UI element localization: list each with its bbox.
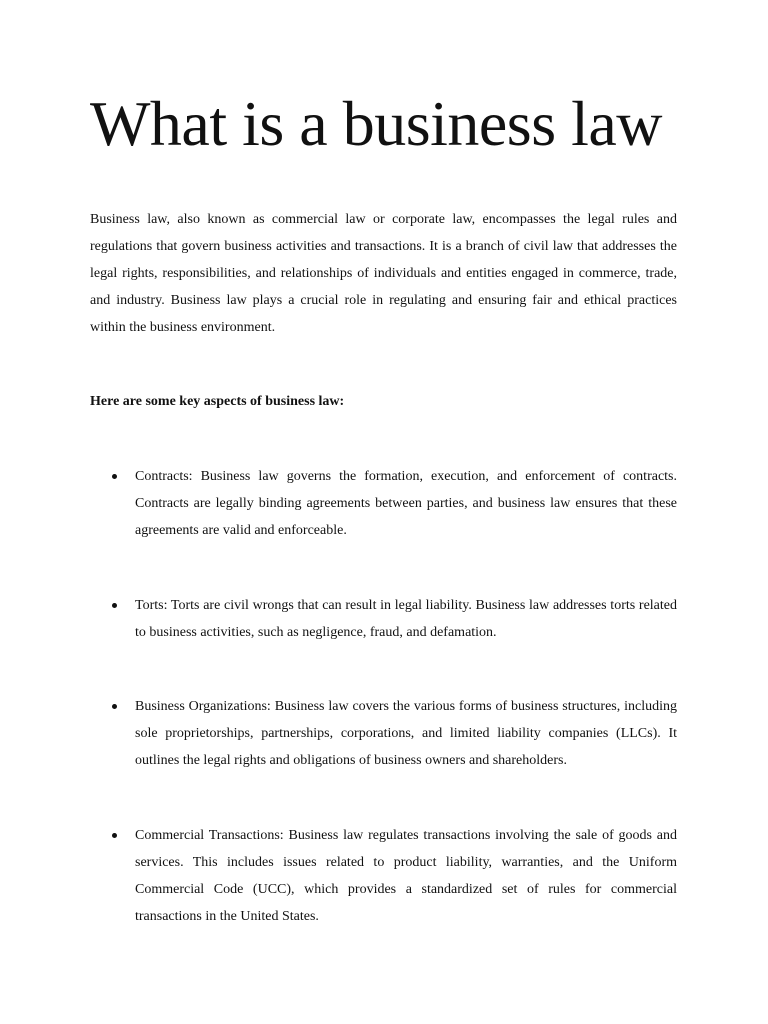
bullet-icon: [112, 603, 117, 608]
bullet-icon: [112, 833, 117, 838]
section-subheading: Here are some key aspects of business law:: [90, 394, 345, 409]
page-title: What is a business law: [90, 88, 662, 159]
list-item-text: Commercial Transactions: Business law regulates transactions involving the sale of goods and services. This includes issues related to product liability, warranties, and the Uniform Commercial Code (UCC), which provides a standardized set of rules for commercial transactions in the United States.: [135, 828, 677, 924]
list-item-commercial-transactions: [90, 822, 677, 930]
bullet-icon: [112, 704, 117, 709]
list-item-torts: [90, 592, 677, 646]
list-item-text: Business Organizations: Business law covers the various forms of business structures, including sole proprietorships, partnerships, corporations, and limited liability companies (LLCs). It outlines the legal rights and obligations of business owners and shareholders.: [135, 699, 677, 768]
list-item-contracts: [90, 463, 677, 544]
list-item-business-organizations: [90, 693, 677, 774]
bullet-icon: [112, 474, 117, 479]
list-item-text: Torts: Torts are civil wrongs that can result in legal liability. Business law addresses torts related to business activities, such as negligence, fraud, and defamation.: [135, 598, 677, 640]
list-item-text: Contracts: Business law governs the formation, execution, and enforcement of contracts. Contracts are legally binding agreements between parties, and business law ensures that these agreements are valid and enforceable.: [135, 469, 677, 538]
intro-paragraph: Business law, also known as commercial law or corporate law, encompasses the legal rules and regulations that govern business activities and transactions. It is a branch of civil law that addresses the legal rights, responsibilities, and relationships of individuals and entities engaged in commerce, trade, and industry. Business law plays a crucial role in regulating and ensuring fair and ethical practices within the business environment.: [90, 212, 677, 335]
